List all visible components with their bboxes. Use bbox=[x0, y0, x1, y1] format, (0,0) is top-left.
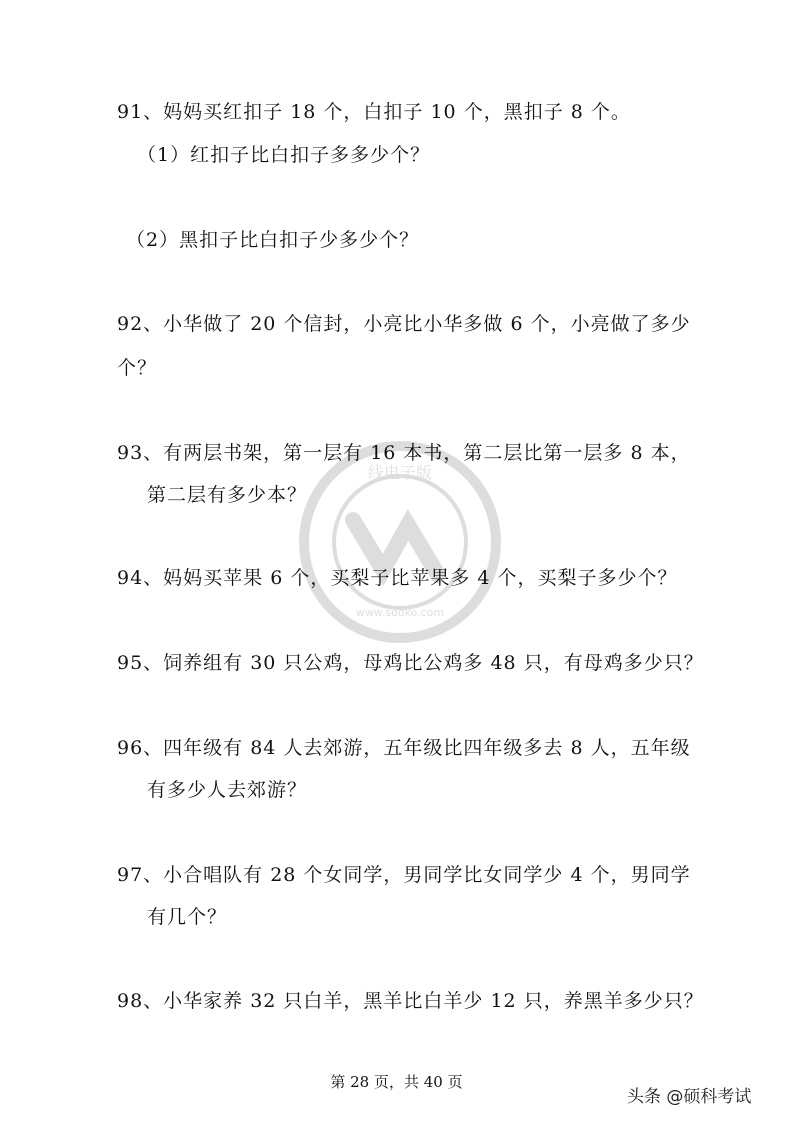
question-95: 95、饲养组有 30 只公鸡，母鸡比公鸡多 48 只，有母鸡多少只？ bbox=[117, 652, 704, 674]
question-91-part-1: （1）红扣子比白扣子多多少个？ bbox=[137, 144, 431, 166]
question-91: 91、妈妈买红扣子 18 个，白扣子 10 个，黑扣子 8 个。 bbox=[117, 101, 631, 123]
question-96: 96、四年级有 84 人去郊游，五年级比四年级多去 8 人，五年级 bbox=[117, 737, 691, 759]
question-92: 92、小华做了 20 个信封，小亮比小华多做 6 个，小亮做了多少 bbox=[117, 313, 691, 335]
watermark-url-text: www.sooko.com bbox=[355, 606, 445, 619]
question-98: 98、小华家养 32 只白羊，黑羊比白羊少 12 只，养黑羊多少只？ bbox=[117, 990, 704, 1012]
question-97-continued: 有几个？ bbox=[147, 906, 228, 928]
page-number: 第 28 页，共 40 页 bbox=[330, 1073, 463, 1091]
question-93-continued: 第二层有多少本？ bbox=[147, 484, 308, 506]
watermark-top-text: 线电子版 bbox=[367, 463, 433, 482]
question-96-continued: 有多少人去郊游？ bbox=[147, 779, 308, 801]
question-94: 94、妈妈买苹果 6 个，买梨子比苹果多 4 个，买梨子多少个？ bbox=[117, 567, 678, 589]
watermark-logo bbox=[298, 440, 503, 645]
question-93: 93、有两层书架，第一层有 16 本书，第二层比第一层多 8 本， bbox=[117, 442, 691, 464]
question-97: 97、小合唱队有 28 个女同学，男同学比女同学少 4 个，男同学 bbox=[117, 864, 691, 886]
question-92-continued: 个？ bbox=[117, 357, 158, 379]
question-91-part-2: （2）黑扣子比白扣子少多少个？ bbox=[126, 229, 420, 251]
source-credit: 头条 @硕科考试 bbox=[627, 1087, 752, 1107]
